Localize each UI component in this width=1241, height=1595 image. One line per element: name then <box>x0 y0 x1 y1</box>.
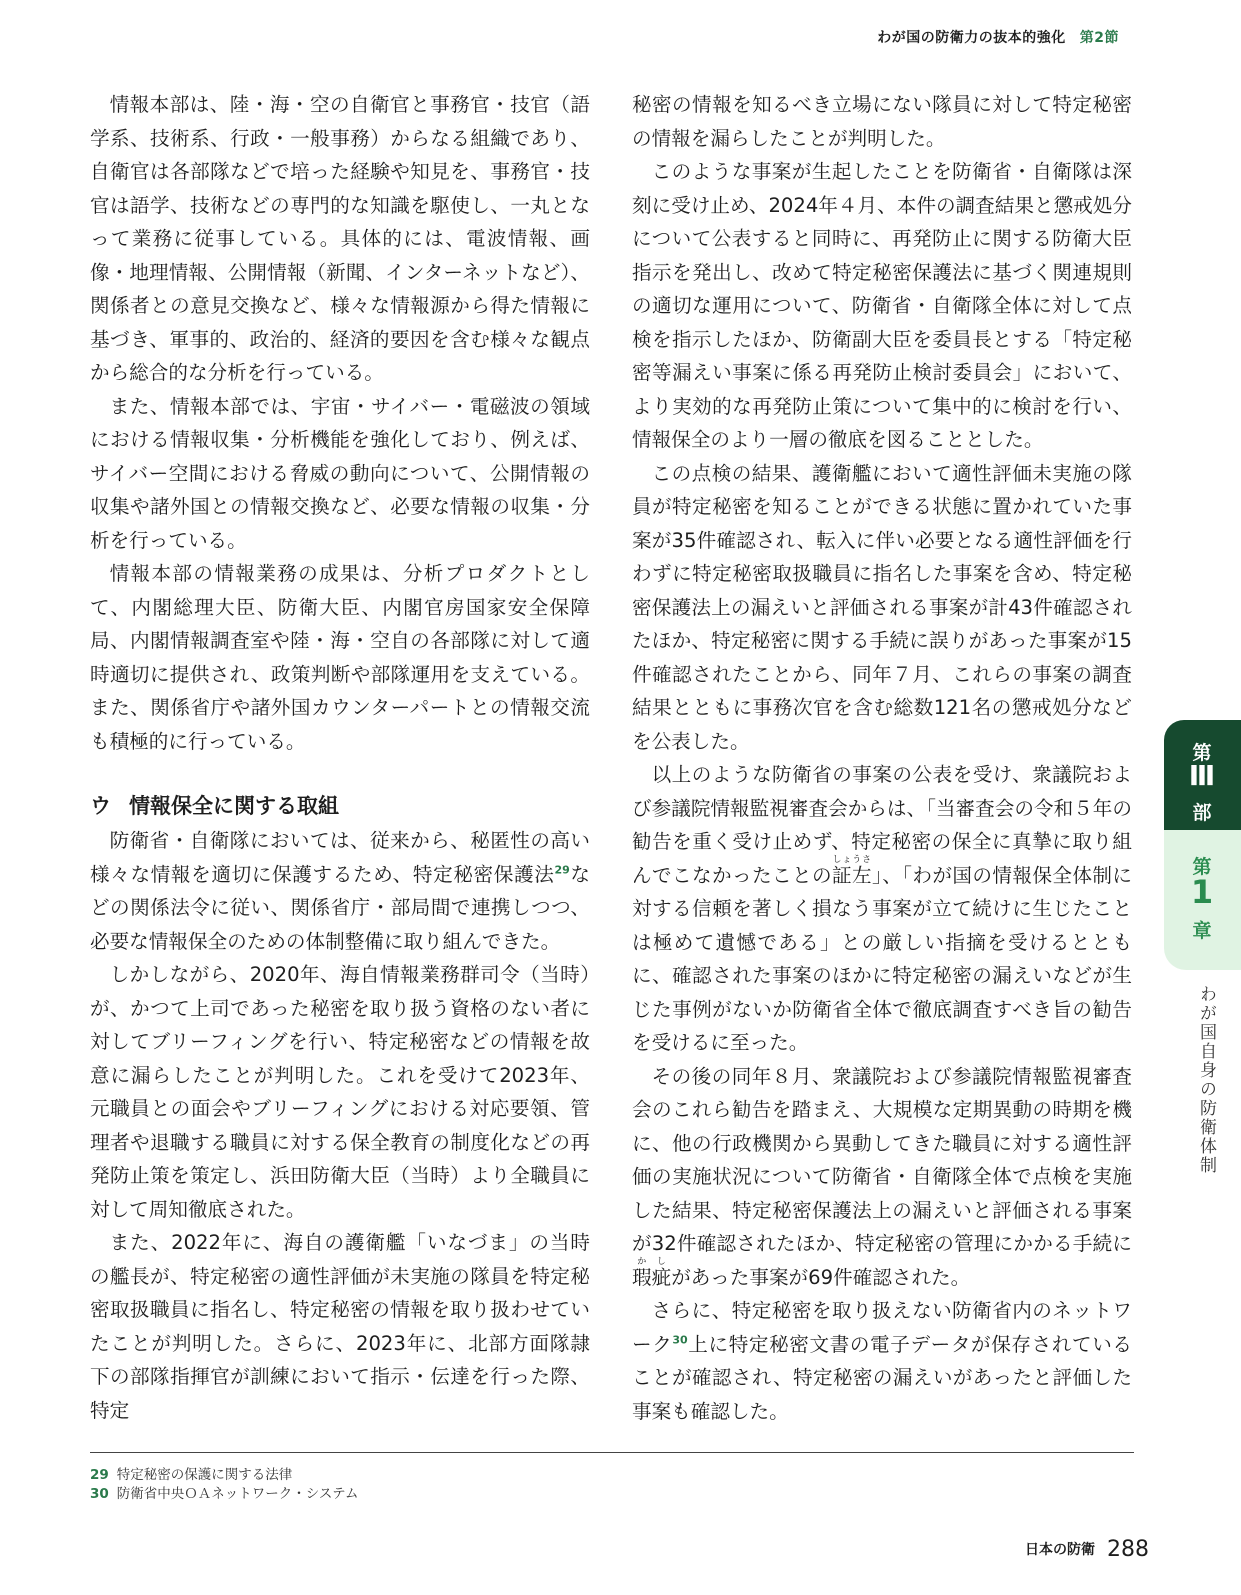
footnote: 29 特定秘密の保護に関する法律 <box>90 1467 293 1483</box>
paragraph: その後の同年８月、衆議院および参議院情報監視審査会のこれら勧告を踏まえ、大規模な定期異動の時期を機に、他の行政機関から異動してきた職員に対する適性評価の実施状況について防衛省・自衛隊全体で点検を実施した結果、特定秘密保護法上の漏えいと評価される事案が32件確認されたほか、特定秘密の管理にかかる手続に瑕疵かしがあった事案が69件確認された。 <box>632 1064 1132 1289</box>
page-footer <box>1025 1537 1149 1562</box>
paragraph: 秘密の情報を知るべき立場にない隊員に対して特定秘密の情報を漏らしたことが判明した。 <box>632 93 1132 150</box>
ruby-word: 証左しょうさ <box>832 854 872 887</box>
running-header-title: わが国の防衛力の抜本的強化 <box>877 30 1066 46</box>
chapter-title-vertical: わが国自身の防衛体制 <box>1196 985 1216 1175</box>
book-title: 日本の防衛 <box>1025 1542 1095 1558</box>
running-header-section: 第2節 <box>1079 30 1119 46</box>
part-tab[interactable]: 第 Ⅲ 部 <box>1164 720 1241 830</box>
section-heading-mark: ウ <box>90 794 111 818</box>
paragraph: 情報本部は、陸・海・空の自衛官と事務官・技官（語学系、技術系、行政・一般事務）からなる組織であり、自衛官は各部隊などで培った経験や知見を、事務官・技官は語学、技術などの専門的な知識を駆使し、一丸となって業務に従事している。具体的には、電波情報、画像・地理情報、公開情報（新聞、インターネットなど）、関係者との意見交換など、様々な情報源から得た情報に基づき、軍事的、政治的、経済的要因を含む様々な観点から総合的な分析を行っている。 <box>90 93 590 384</box>
paragraph: さらに、特定秘密を取り扱えない防衛省内のネットワーク$^{30}$上に特定秘密文書の電子データが保存されていることが確認され、特定秘密の漏えいがあったと評価した事案も確認した。 <box>632 1299 1132 1423</box>
running-header <box>877 27 1119 47</box>
paragraph: また、2022年に、海自の護衛艦「いなづま」の当時の艦長が、特定秘密の適性評価が未実施の隊員を特定秘密取扱職員に指名し、特定秘密の情報を取り扱わせていたことが判明した。さらに、2023年に、北部方面隊隷下の部隊指揮官が訓練において指示・伝達を行った際、特定 <box>90 1231 590 1422</box>
right-column <box>632 88 1132 1428</box>
paragraph: この点検の結果、護衛艦において適性評価未実施の隊員が特定秘密を知ることができる状態に置かれていた事案が35件確認され、転入に伴い必要となる適性評価を行わずに特定秘密取扱職員に指名した事案を含め、特定秘密保護法上の漏えいと評価される事案が計43件確認されたほか、特定秘密に関する手続に誤りがあった事案が15件確認されたことから、同年７月、これらの事案の調査結果とともに事務次官を含む総数121名の懲戒処分などを公表した。 <box>632 461 1132 753</box>
footnote-ref[interactable]: 30 <box>672 1332 688 1346</box>
ruby-word: 瑕疵かし <box>632 1256 672 1289</box>
footnotes <box>90 1466 358 1504</box>
section-heading-text: 情報保全に関する取組 <box>129 794 339 818</box>
footnote-divider <box>90 1452 1134 1453</box>
chapter-tab[interactable]: 第 1 章 <box>1164 830 1241 970</box>
page-number: 288 <box>1107 1537 1149 1562</box>
left-column <box>90 88 590 1427</box>
section-heading <box>90 788 590 824</box>
paragraph: また、情報本部では、宇宙・サイバー・電磁波の領域における情報収集・分析機能を強化しており、例えば、サイバー空間における脅威の動向について、公開情報の収集や諸外国との情報交換など、必要な情報の収集・分析を行っている。 <box>90 394 590 552</box>
paragraph: 情報本部の情報業務の成果は、分析プロダクトとして、内閣総理大臣、防衛大臣、内閣官房国家安全保障局、内閣情報調査室や陸・海・空自の各部隊に対して適時適切に提供され、政策判断や部隊運用を支えている。また、関係省庁や諸外国カウンターパートとの情報交流も積極的に行っている。 <box>90 562 590 753</box>
paragraph: 防衛省・自衛隊においては、従来から、秘匿性の高い様々な情報を適切に保護するため、特定秘密保護法$^{29}$などの関係法令に従い、関係省庁・部局間で連携しつつ、必要な情報保全のための体制整備に取り組んできた。 <box>90 829 591 953</box>
paragraph: 以上のような防衛省の事案の公表を受け、衆議院および参議院情報監視審査会からは、「当審査会の令和５年の勧告を重く受け止めず、特定秘密の保全に真摯に取り組んでこなかったことの証左しょうさ」、「わが国の情報保全体制に対する信頼を著しく損なう事案が立て続けに生じたことは極めて遺憾である」との厳しい指摘を受けるとともに、確認された事案のほかに特定秘密の漏えいなどが生じた事例がないか防衛省全体で徹底調査すべき旨の勧告を受けるに至った。 <box>632 763 1132 1054</box>
paragraph: しかしながら、2020年、海自情報業務群司令（当時）が、かつて上司であった秘密を取り扱う資格のない者に対してブリーフィングを行い、特定秘密などの情報を故意に漏らしたことが判明した。これを受けて2023年、元職員との面会やブリーフィングにおける対応要領、管理者や退職する職員に対する保全教育の制度化などの再発防止策を策定し、浜田防衛大臣（当時）より全職員に対して周知徹底された。 <box>90 963 590 1221</box>
footnote-ref[interactable]: 29 <box>554 862 570 876</box>
footnote: 30 防衛省中央ＯＡネットワーク・システム <box>90 1486 359 1502</box>
paragraph: このような事案が生起したことを防衛省・自衛隊は深刻に受け止め、2024年４月、本件の調査結果と懲戒処分について公表すると同時に、再発防止に関する防衛大臣指示を発出し、改めて特定秘密保護法に基づく関連規則の適切な運用について、防衛省・自衛隊全体に対して点検を指示したほか、防衛副大臣を委員長とする「特定秘密等漏えい事案に係る再発防止検討委員会」において、より実効的な再発防止策について集中的に検討を行い、情報保全のより一層の徹底を図ることとした。 <box>632 160 1132 451</box>
